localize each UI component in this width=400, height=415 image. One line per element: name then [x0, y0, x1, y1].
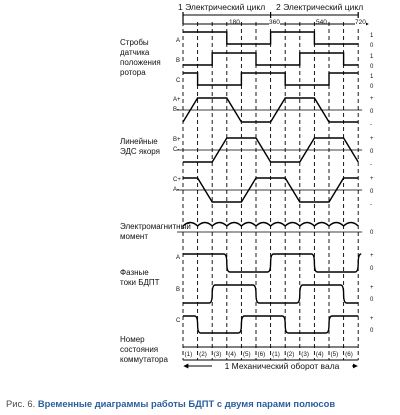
angle-540: 540 [316, 19, 327, 26]
hall-strobe-a [183, 32, 358, 44]
emf-bc-plus: + [370, 136, 374, 142]
state-number: (2) [286, 351, 295, 358]
current-a-letter: A [176, 255, 181, 261]
cycle2-label: 2 Электрический цикл [276, 2, 364, 12]
currents-group-label: Фазные токи БДПТ [120, 268, 160, 287]
hall-a-zero: 0 [370, 43, 374, 49]
current-a-plus: + [370, 253, 374, 259]
emf-ca-zero: 0 [370, 189, 374, 195]
state-number: (1) [272, 351, 280, 358]
hall-sensor-group-label: Стробы датчика положения ротора [120, 38, 161, 77]
angle-720: 720 [355, 19, 366, 26]
state-number: (2) [199, 351, 207, 358]
emf-group-label: Линейные ЭДС якоря [120, 137, 160, 156]
emf-ca-plus: + [370, 176, 374, 182]
current-b-zero: 0 [370, 297, 374, 303]
emf-bc-minus: - [370, 162, 372, 168]
emf-ca-bottom-letter: A- [173, 187, 179, 193]
emf-ab-bottom-letter: B- [173, 107, 179, 113]
state-number: (4) [315, 351, 324, 358]
hall-b-one: 1 [370, 54, 374, 60]
state-group-label: Номер состояния коммутатора [120, 335, 168, 364]
figure-title: Временные диаграммы работы БДПТ с двумя парами полюсов [37, 398, 336, 409]
torque-group-label: Электромагнитный момент [120, 222, 191, 241]
torque-zero: 0 [370, 230, 374, 236]
figure-caption [6, 398, 398, 409]
current-a-zero: 0 [370, 266, 374, 272]
hall-c-zero: 0 [370, 84, 374, 90]
emf-ca-top-letter: C+ [173, 177, 181, 183]
current-c-letter: C [176, 318, 181, 324]
emf-ab-minus: - [370, 122, 372, 128]
emf-ca-minus: - [370, 202, 372, 208]
hall-b-letter: B [176, 58, 181, 64]
state-number: (6) [257, 351, 266, 358]
current-b-letter: B [176, 287, 181, 293]
emf-bc-bottom-letter: C- [173, 147, 180, 153]
state-number: (5) [242, 351, 251, 358]
emf-ab-zero: 0 [370, 109, 374, 115]
emf-bc-zero: 0 [370, 149, 374, 155]
state-number: (1) [184, 351, 193, 358]
emf-bc-top-letter: B+ [173, 137, 181, 143]
current-b-plus: + [370, 285, 374, 291]
mechanical-revolution-label: 1 Механический оборот вала [212, 362, 352, 371]
cycle1-label: 1 Электрический цикл [178, 2, 266, 12]
angle-180: 180 [229, 19, 240, 26]
state-number: (3) [213, 351, 222, 358]
torque-ripple [183, 223, 358, 227]
phase-current-b [183, 285, 358, 303]
emf-ab-plus: + [370, 96, 374, 102]
emf-ab-top-letter: A+ [173, 97, 181, 103]
state-number: (3) [301, 351, 309, 358]
state-number: (4) [228, 351, 236, 358]
hall-b-zero: 0 [370, 64, 374, 70]
current-c-zero: 0 [370, 328, 374, 334]
state-number: (6) [345, 351, 353, 358]
hall-a-letter: A [176, 38, 181, 44]
current-c-plus: + [370, 316, 374, 322]
phase-current-a [183, 254, 361, 272]
waveforms [183, 32, 361, 333]
angle-360: 360 [269, 19, 280, 26]
figure-number: Рис. 6. [6, 398, 36, 409]
hall-a-one: 1 [370, 33, 374, 39]
state-number: (5) [330, 351, 339, 358]
hall-c-letter: C [176, 78, 181, 84]
hall-c-one: 1 [370, 74, 374, 80]
